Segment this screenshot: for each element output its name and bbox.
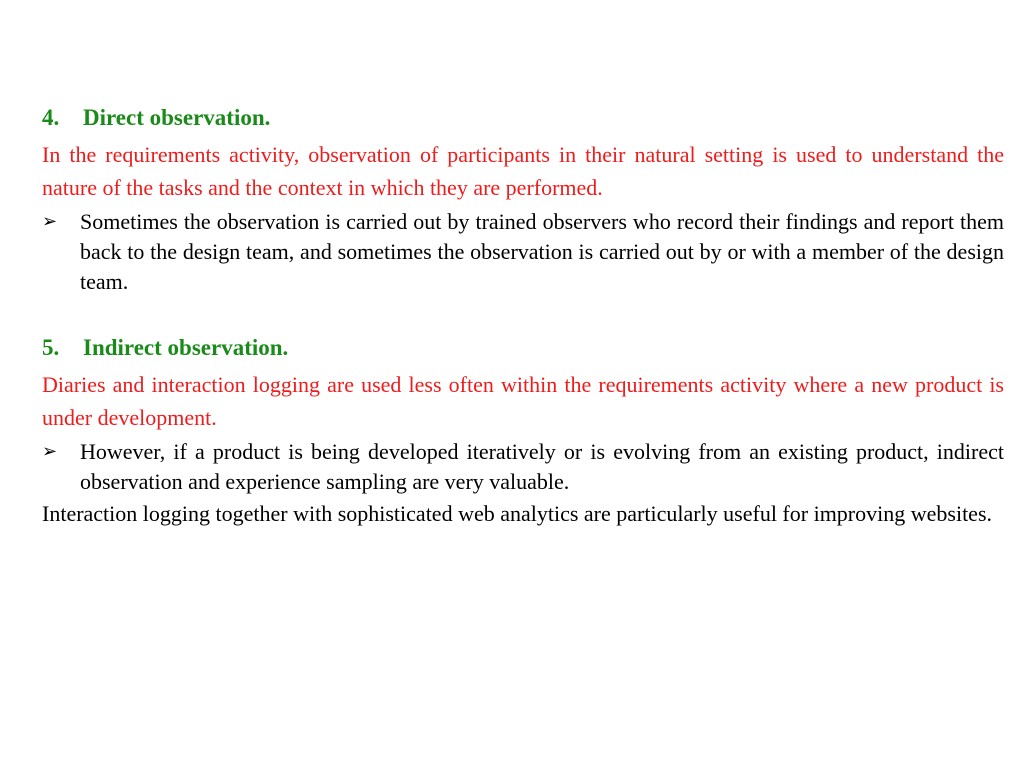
bullet-text: Sometimes the observation is carried out by trained observers who record their findings and report them back to the design team, and sometimes the observation is carried out by or with a member of the design team. — [80, 209, 1004, 294]
section-title: Indirect observation. — [83, 335, 289, 360]
section-title: Direct observation. — [83, 105, 271, 130]
section-intro: Diaries and interaction logging are used less often within the requirements activity where a new product is under development. — [42, 372, 1004, 430]
bullet-item — [42, 207, 1004, 297]
arrow-bullet-icon: ➢ — [42, 441, 58, 462]
closing-paragraph: Interaction logging together with sophisticated web analytics are particularly useful for improving websites. — [42, 501, 993, 526]
section-direct-observation — [42, 104, 1004, 297]
section-number: 4. — [42, 105, 60, 130]
section-intro: In the requirements activity, observation of participants in their natural setting is used to understand the nature of the tasks and the context in which they are performed. — [42, 142, 1004, 200]
section-heading — [42, 104, 1004, 132]
arrow-bullet-icon: ➢ — [42, 211, 58, 232]
bullet-item — [42, 437, 1004, 497]
section-number: 5. — [42, 335, 60, 360]
bullet-text: However, if a product is being developed iteratively or is evolving from an existing product, indirect observation and experience sampling are very valuable. — [80, 439, 1004, 494]
section-indirect-observation — [42, 334, 1004, 530]
section-heading — [42, 334, 1004, 362]
